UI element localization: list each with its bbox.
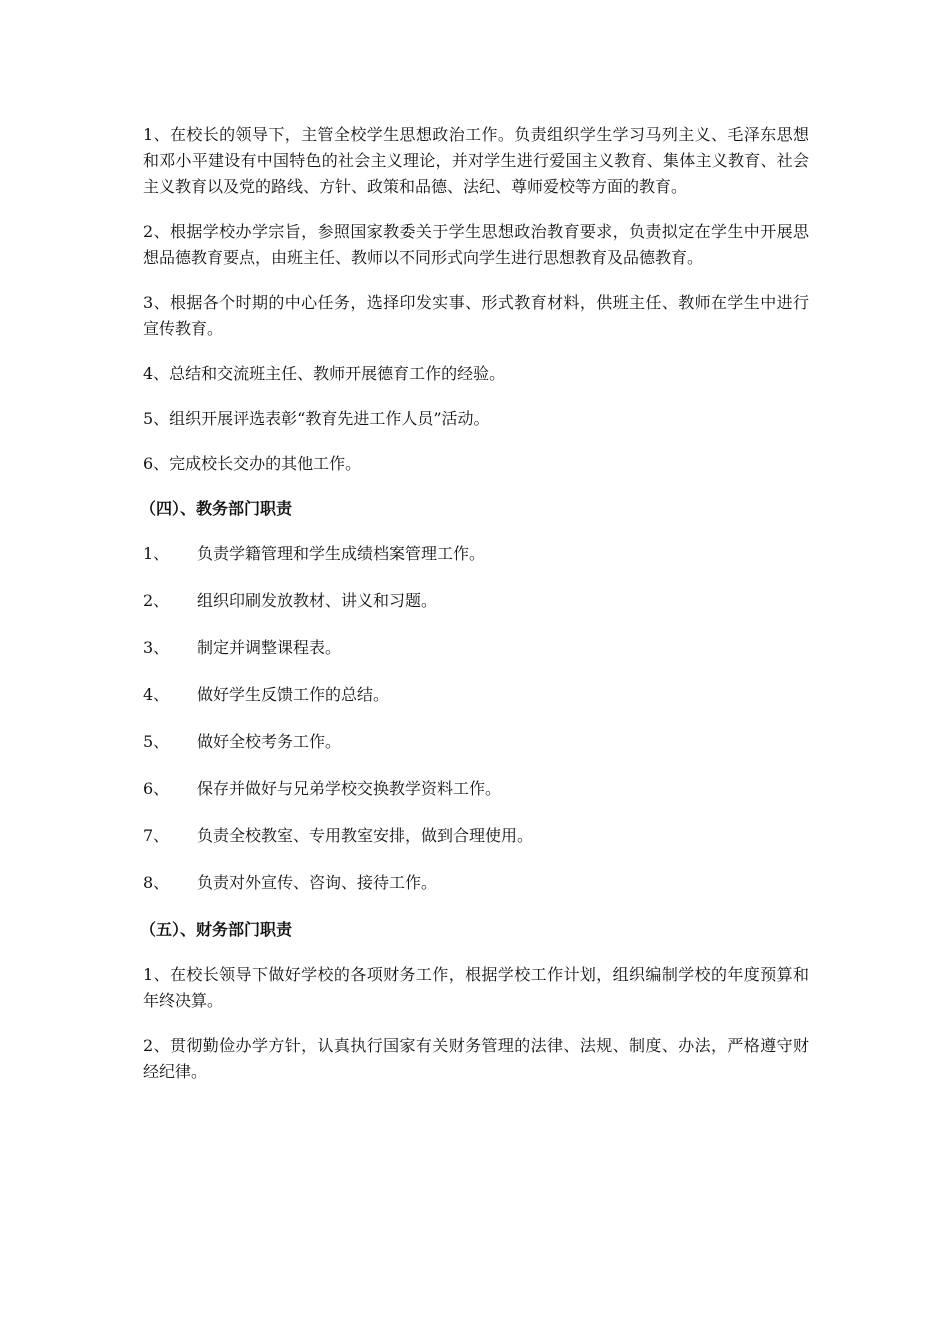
list-text: 做好全校考务工作。 bbox=[197, 732, 342, 751]
section4-item-8 bbox=[143, 870, 809, 896]
section4-item-7 bbox=[143, 823, 809, 849]
list-text: 保存并做好与兄弟学校交换教学资料工作。 bbox=[197, 779, 502, 798]
section5-item-2: 2、贯彻勤俭办学方针，认真执行国家有关财务管理的法律、法规、制度、办法，严格遵守财经纪律。 bbox=[143, 1036, 809, 1081]
section4-item-1 bbox=[143, 541, 809, 567]
list-number: 8、 bbox=[143, 873, 170, 892]
document-page bbox=[140, 122, 809, 1104]
list-number: 7、 bbox=[143, 826, 170, 845]
section3-item-4: 4、总结和交流班主任、教师开展德育工作的经验。 bbox=[143, 364, 506, 383]
list-number: 4、 bbox=[143, 685, 170, 704]
list-text: 组织印刷发放教材、讲义和习题。 bbox=[197, 591, 438, 610]
section5-heading: （五）、财务部门职责 bbox=[140, 920, 293, 939]
list-number: 2、 bbox=[143, 591, 170, 610]
list-text: 负责全校教室、专用教室安排，做到合理使用。 bbox=[197, 826, 534, 845]
section3-item-6: 6、完成校长交办的其他工作。 bbox=[143, 454, 362, 473]
section4-item-3 bbox=[143, 635, 809, 661]
list-number: 5、 bbox=[143, 732, 170, 751]
section4-item-2 bbox=[143, 588, 809, 614]
list-number: 1、 bbox=[143, 544, 170, 563]
section4-item-4 bbox=[143, 682, 809, 708]
section3-item-3: 3、根据各个时期的中心任务，选择印发实事、形式教育材料，供班主任、教师在学生中进行宣传教育。 bbox=[143, 293, 809, 338]
list-text: 制定并调整课程表。 bbox=[197, 638, 342, 657]
section4-item-5 bbox=[143, 729, 809, 755]
section3-item-5: 5、组织开展评选表彰“教育先进工作人员”活动。 bbox=[143, 409, 490, 428]
list-text: 负责学籍管理和学生成绩档案管理工作。 bbox=[197, 544, 486, 563]
section3-item-2: 2、根据学校办学宗旨，参照国家教委关于学生思想政治教育要求，负责拟定在学生中开展思想品德教育要点，由班主任、教师以不同形式向学生进行思想教育及品德教育。 bbox=[143, 222, 809, 267]
section4-heading: （四）、教务部门职责 bbox=[140, 499, 293, 518]
list-text: 做好学生反馈工作的总结。 bbox=[197, 685, 390, 704]
list-number: 3、 bbox=[143, 638, 170, 657]
section3-item-1: 1、在校长的领导下，主管全校学生思想政治工作。负责组织学生学习马列主义、毛泽东思想和邓小平建设有中国特色的社会主义理论，并对学生进行爱国主义教育、集体主义教育、社会主义教育以及党的路线、方针、政策和品德、法纪、尊师爱校等方面的教育。 bbox=[143, 125, 809, 196]
list-number: 6、 bbox=[143, 779, 170, 798]
section4-item-6 bbox=[143, 776, 809, 802]
section5-item-1: 1、在校长领导下做好学校的各项财务工作，根据学校工作计划，组织编制学校的年度预算和年终决算。 bbox=[143, 965, 809, 1010]
list-text: 负责对外宣传、咨询、接待工作。 bbox=[197, 873, 438, 892]
